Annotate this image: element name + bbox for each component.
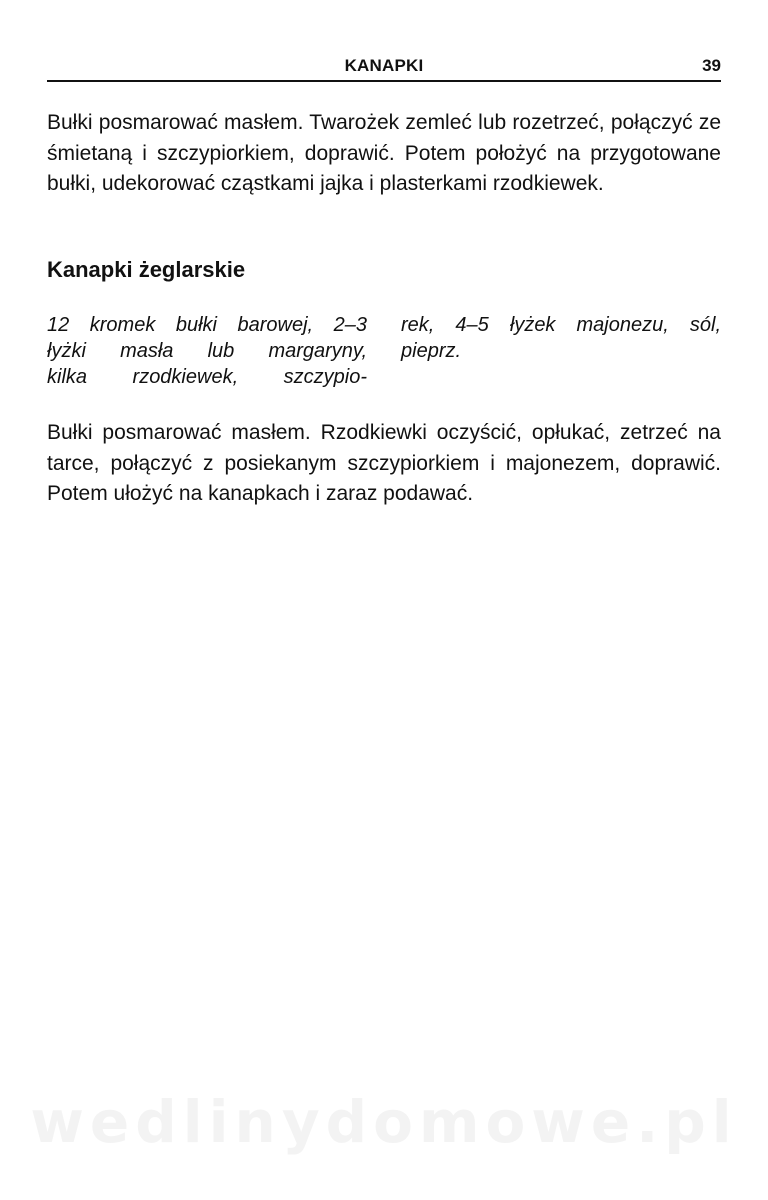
previous-recipe-instructions: Bułki posmarować masłem. Twarożek zemleć lub rozetrzeć, połączyć ze śmietaną i szczypiorkiem, doprawić. Potem położyć na przygotowane bułki, udekorować cząstkami jajka i plasterkami rzodkiewek. (47, 111, 721, 195)
ingredients-line: rek, 4–5 łyżek majonezu, sól, (401, 314, 721, 336)
watermark: wedlinydomowe.pl (30, 1088, 738, 1156)
ingredients-line: 12 kromek bułki barowej, 2–3 (47, 314, 367, 336)
page-header (47, 54, 721, 82)
ingredients-column-left (47, 312, 367, 390)
ingredients-line: pieprz. (401, 340, 462, 362)
recipe-instructions: Bułki posmarować masłem. Rzodkiewki oczyścić, opłukać, zetrzeć na tarce, połączyć z posiekanym szczypiorkiem i majonezem, doprawić. Potem ułożyć na kanapkach i zaraz podawać. (47, 421, 721, 505)
recipe-title: Kanapki żeglarskie (47, 257, 246, 282)
ingredients-line: łyżki masła lub margaryny, (47, 340, 367, 362)
ingredients-line: kilka rzodkiewek, szczypio- (47, 366, 367, 388)
ingredients-list (47, 312, 721, 390)
ingredients-column-right (401, 312, 721, 390)
running-title: KANAPKI (344, 56, 424, 75)
page-number: 39 (702, 56, 721, 75)
